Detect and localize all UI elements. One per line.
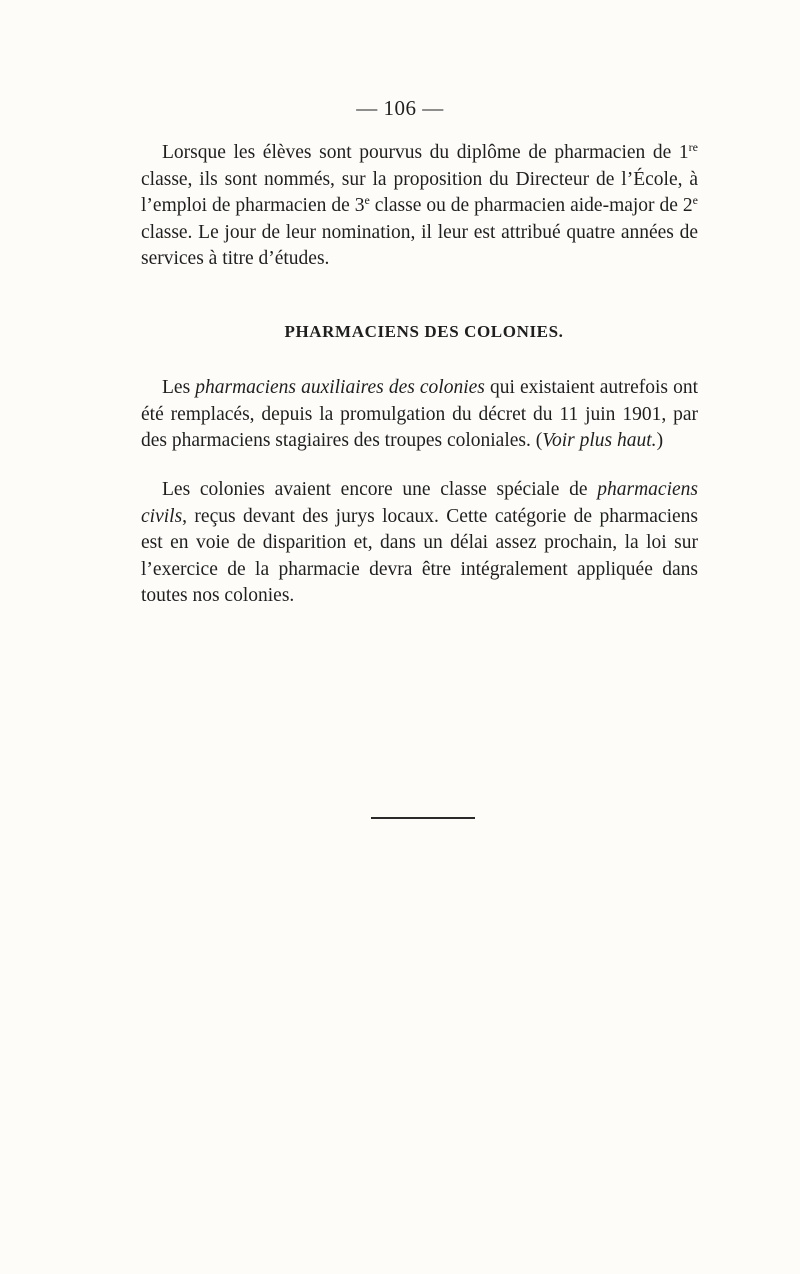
superscript: e	[364, 193, 370, 207]
text-run: , reçus devant des jurys locaux. Cette catégorie de pharmaciens est en voie de disparition et, dans un délai assez prochain, la loi sur l’exercice de la pharmacie devra être intégralement appliquée dans toutes nos colonies.	[141, 505, 698, 606]
text-run: classe. Le jour de leur nomination, il leur est attribué quatre années de services à titre d’études.	[141, 221, 698, 269]
text-run: Les colonies avaient encore une classe spéciale de	[162, 479, 598, 500]
italic-text: pharmaciens auxiliaires des colonies	[195, 377, 485, 398]
text-run: classe ou de pharmacien aide-major de 2	[369, 195, 693, 216]
superscript: e	[692, 193, 698, 207]
paragraph-auxiliary-pharmacists	[141, 375, 698, 455]
text-run: )	[656, 430, 664, 451]
paragraph-pharmacist-nomination	[141, 140, 698, 273]
text-run: Lorsque les élèves sont pourvus du diplôme de pharmacien de 1	[162, 142, 689, 163]
superscript: re	[688, 140, 698, 154]
paragraph-civil-pharmacists	[141, 477, 698, 610]
text-run: Les	[162, 377, 196, 398]
text-run: classe, ils sont nommés, sur la proposition du Directeur de l’École, à l’emploi de pharmacien de 3	[141, 168, 698, 216]
text-run: qui existaient autrefois ont été remplacés, depuis la promulgation du décret du 11 juin 1901, par des pharmaciens stagiaires des troupes coloniales. (	[141, 377, 698, 451]
italic-text: Voir plus haut.	[542, 430, 657, 451]
italic-text: pharmaciens civils	[141, 479, 698, 527]
section-heading: PHARMACIENS DES COLONIES.	[284, 322, 564, 341]
horizontal-rule	[371, 817, 475, 819]
page-number: — 106 —	[356, 96, 444, 120]
